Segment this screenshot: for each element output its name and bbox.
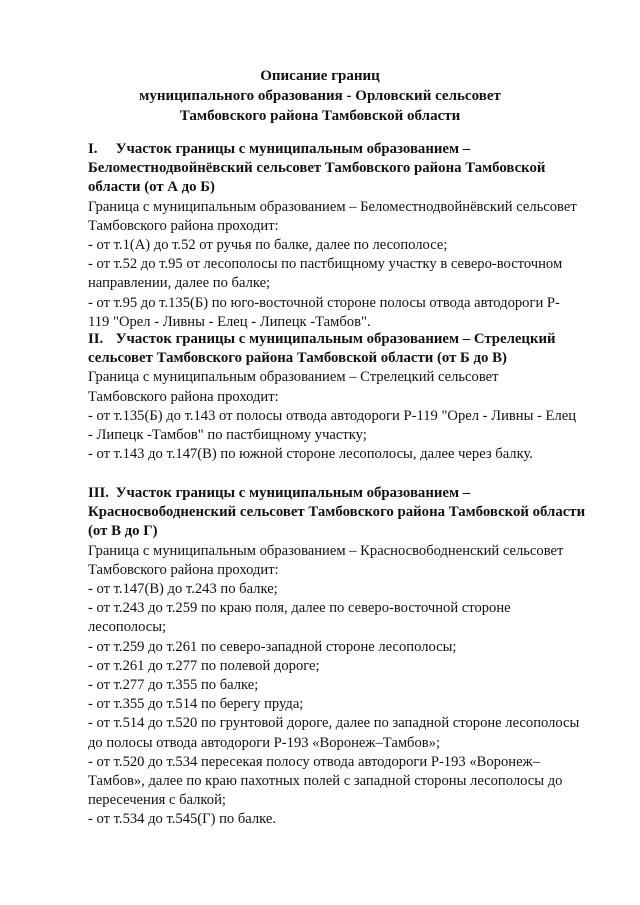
body-line: 119 "Орел - Ливны - Елец - Липецк -Тамбов". bbox=[88, 313, 371, 330]
heading-line bbox=[88, 330, 618, 349]
body-line: лесополосы; bbox=[88, 619, 167, 636]
body-line: Тамбов», далее по краю пахотных полей с западной стороны лесополосы до bbox=[88, 773, 563, 790]
body-line: - от т.277 до т.355 по балке; bbox=[88, 677, 259, 694]
section-body bbox=[88, 368, 618, 464]
section-body bbox=[88, 542, 618, 830]
title-line: Тамбовского района Тамбовской области bbox=[179, 108, 461, 124]
body-line: - от т.147(В) до т.243 по балке; bbox=[88, 581, 278, 598]
heading-line bbox=[88, 140, 618, 159]
body-line: - от т.514 до т.520 по грунтовой дороге, далее по западной стороне лесополосы bbox=[88, 715, 580, 732]
section-2 bbox=[88, 330, 618, 464]
body-line: - Липецк -Тамбов" по пастбищному участку; bbox=[88, 427, 367, 444]
section-number: I. bbox=[88, 141, 98, 157]
body-line: - от т.135(Б) до т.143 от полосы отвода автодороги Р-119 "Орел - Ливны - Елец bbox=[88, 407, 577, 424]
section-heading bbox=[88, 484, 618, 542]
section-heading bbox=[88, 140, 618, 198]
title-line: муниципального образования - Орловский сельсовет bbox=[139, 88, 501, 104]
body-line: - от т.520 до т.534 пересекая полосу отвода автодороги Р-193 «Воронеж– bbox=[88, 753, 540, 770]
heading-line: Беломестнодвойнёвский сельсовет Тамбовского района Тамбовской bbox=[88, 160, 546, 177]
body-line: Тамбовского района проходит: bbox=[88, 561, 279, 578]
body-line: пересечения с балкой; bbox=[88, 792, 226, 809]
section-1 bbox=[88, 140, 618, 332]
section-3 bbox=[88, 484, 618, 830]
body-line: Тамбовского района проходит: bbox=[88, 217, 279, 234]
title-line: Описание границ bbox=[260, 68, 380, 84]
heading-line: области (от А до Б) bbox=[88, 179, 215, 196]
body-line: - от т.259 до т.261 по северо-западной стороне лесополосы; bbox=[88, 638, 457, 655]
body-line: - от т.95 до т.135(Б) по юго-восточной стороне полосы отвода автодороги Р- bbox=[88, 294, 560, 311]
body-line: - от т.1(А) до т.52 от ручья по балке, далее по лесополосе; bbox=[88, 237, 448, 254]
section-number: III. bbox=[88, 485, 109, 501]
heading-text: Участок границы с муниципальным образованием – bbox=[115, 141, 471, 157]
body-line: - от т.355 до т.514 по берегу пруда; bbox=[88, 696, 304, 713]
body-line: - от т.52 до т.95 от лесополосы по пастбищному участку в северо-восточном bbox=[88, 256, 563, 273]
section-body bbox=[88, 198, 618, 332]
heading-text: Участок границы с муниципальным образованием – bbox=[115, 485, 471, 501]
body-line: - от т.534 до т.545(Г) по балке. bbox=[88, 811, 277, 828]
body-line: направлении, далее по балке; bbox=[88, 275, 271, 292]
heading-text: Участок границы с муниципальным образованием – Стрелецкий bbox=[115, 331, 556, 347]
section-number: II. bbox=[88, 331, 104, 347]
body-line: Граница с муниципальным образованием – Беломестнодвойнёвский сельсовет bbox=[88, 198, 577, 215]
document-title bbox=[0, 66, 640, 126]
heading-line: Красносвободненский сельсовет Тамбовского района Тамбовской области bbox=[88, 504, 586, 521]
body-line: Граница с муниципальным образованием – Стрелецкий сельсовет bbox=[88, 369, 499, 386]
section-heading bbox=[88, 330, 618, 368]
body-line: - от т.143 до т.147(В) по южной стороне лесополосы, далее через балку. bbox=[88, 446, 533, 463]
heading-line bbox=[88, 484, 618, 503]
body-line: - от т.261 до т.277 по полевой дороге; bbox=[88, 657, 320, 674]
body-line: Граница с муниципальным образованием – Красносвободненский сельсовет bbox=[88, 542, 564, 559]
heading-line: сельсовет Тамбовского района Тамбовской области (от Б до В) bbox=[88, 350, 507, 367]
heading-line: (от В до Г) bbox=[88, 523, 158, 540]
body-line: до полосы отвода автодороги Р-193 «Воронеж–Тамбов»; bbox=[88, 734, 441, 751]
body-line: - от т.243 до т.259 по краю поля, далее по северо-восточной стороне bbox=[88, 600, 511, 617]
body-line: Тамбовского района проходит: bbox=[88, 388, 279, 405]
